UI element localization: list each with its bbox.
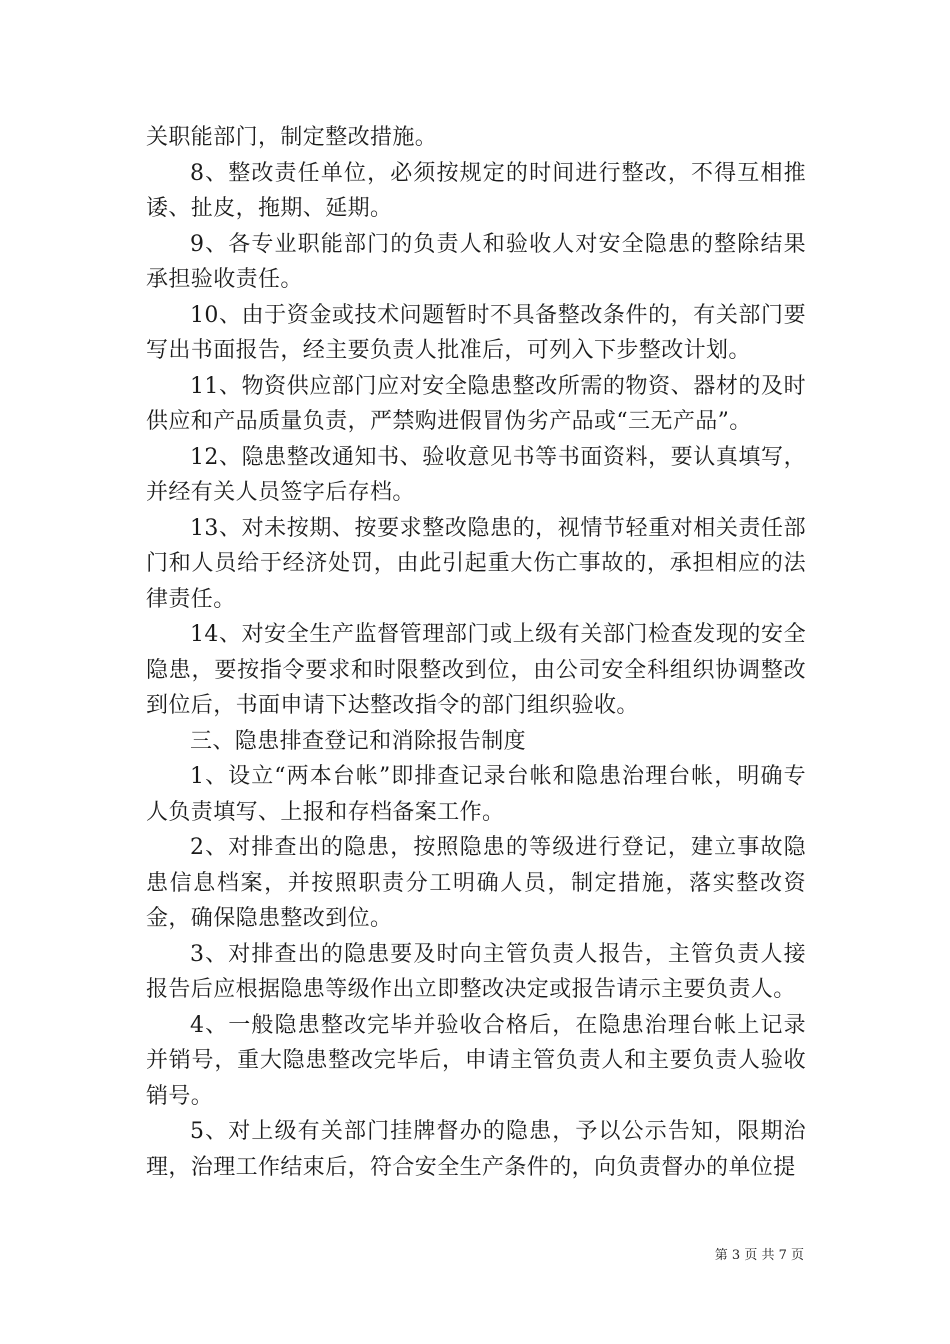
paragraph: 3、对排查出的隐患要及时向主管负责人报告，主管负责人接报告后应根据隐患等级作出立即整改决定或报告请示主要负责人。 (146, 941, 806, 1002)
page-number: 第 3 页 共 7 页 (714, 1248, 804, 1263)
paragraph: 9、各专业职能部门的负责人和验收人对安全隐患的整除结果承担验收责任。 (146, 231, 806, 292)
paragraph: 4、一般隐患整改完毕并验收合格后，在隐患治理台帐上记录并销号，重大隐患整改完毕后，申请主管负责人和主要负责人验收销号。 (146, 1012, 806, 1109)
section-heading: 三、隐患排查登记和消除报告制度 (190, 728, 527, 754)
paragraph: 10、由于资金或技术问题暂时不具备整改条件的，有关部门要写出书面报告，经主要负责人批准后，可列入下步整改计划。 (146, 302, 806, 363)
paragraph: 关职能部门，制定整改措施。 (146, 125, 438, 150)
paragraph: 11、物资供应部门应对安全隐患整改所需的物资、器材的及时供应和产品质量负责，严禁购进假冒伪劣产品或“三无产品”。 (146, 373, 806, 434)
paragraph: 8、整改责任单位，必须按规定的时间进行整改，不得互相推诿、扯皮，拖期、延期。 (146, 160, 806, 221)
paragraph: 2、对排查出的隐患，按照隐患的等级进行登记，建立事故隐患信息档案，并按照职责分工明确人员，制定措施，落实整改资金，确保隐患整改到位。 (146, 835, 806, 931)
paragraph: 5、对上级有关部门挂牌督办的隐患，予以公示告知，限期治理，治理工作结束后，符合安全生产条件的，向负责督办的单位提 (146, 1119, 806, 1180)
paragraph: 13、对未按期、按要求整改隐患的，视情节轻重对相关责任部门和人员给于经济处罚，由此引起重大伤亡事故的，承担相应的法律责任。 (146, 515, 806, 612)
document-body (146, 120, 806, 1185)
paragraph: 12、隐患整改通知书、验收意见书等书面资料，要认真填写，并经有关人员签字后存档。 (146, 444, 806, 505)
paragraph: 14、对安全生产监督管理部门或上级有关部门检查发现的安全隐患，要按指令要求和时限整改到位，由公司安全科组织协调整改到位后，书面申请下达整改指令的部门组织验收。 (146, 622, 806, 718)
paragraph: 1、设立“两本台帐”即排查记录台帐和隐患治理台帐，明确专人负责填写、上报和存档备案工作。 (146, 764, 806, 825)
